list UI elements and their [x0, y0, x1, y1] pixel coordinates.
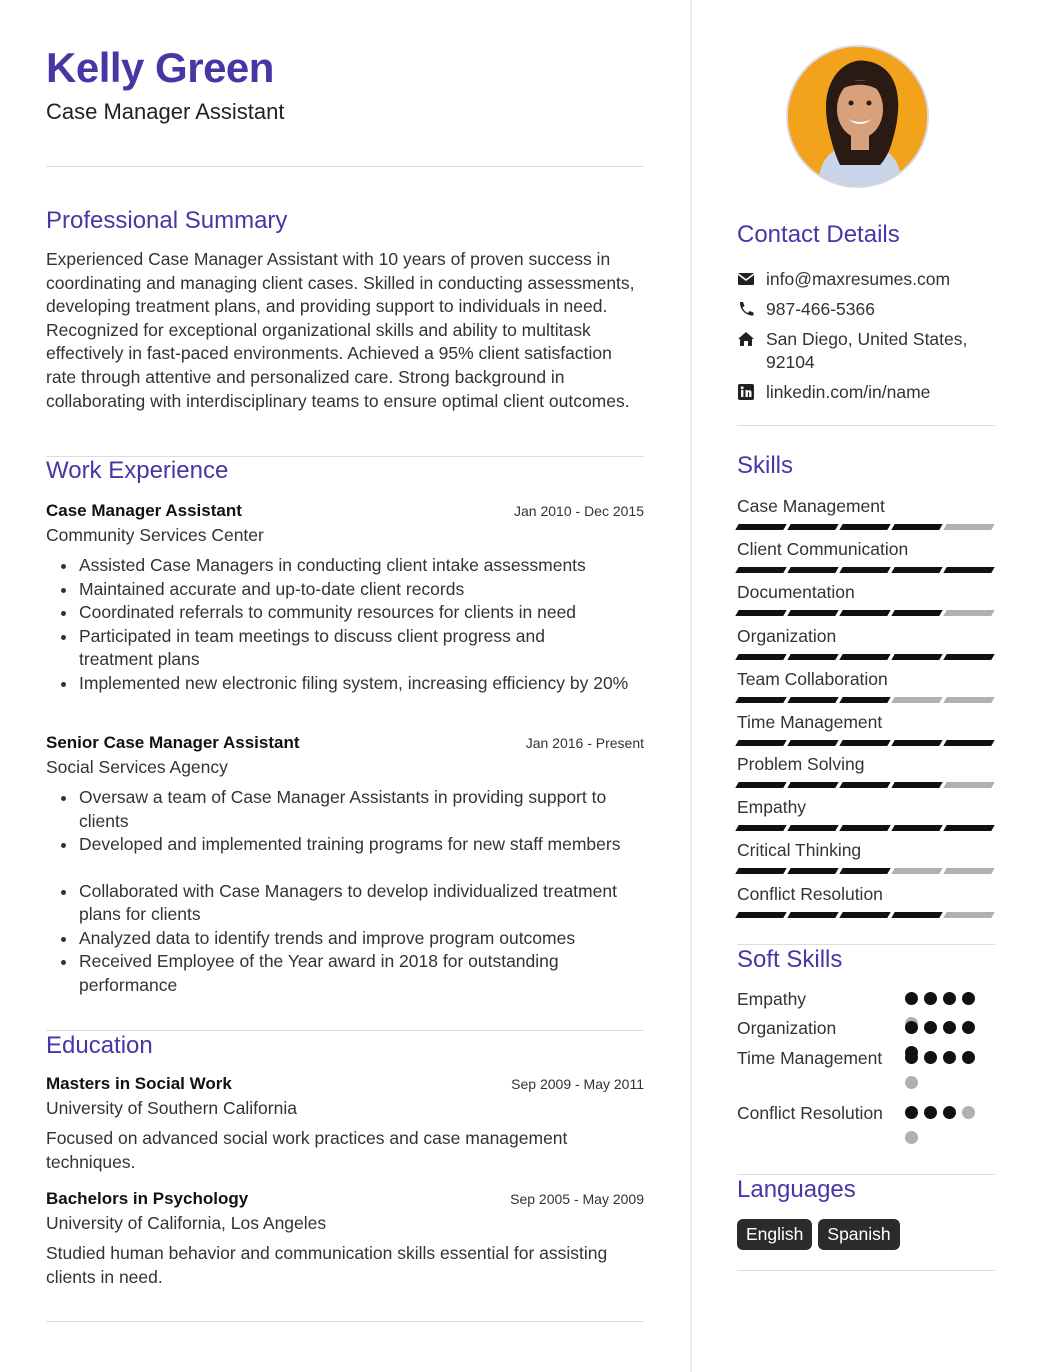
skill-level-segment	[735, 782, 786, 788]
rating-dot	[962, 1051, 975, 1064]
contact-address	[737, 328, 995, 374]
job-title: Senior Case Manager Assistant	[46, 733, 300, 752]
skill-level-segment	[891, 740, 942, 746]
skill-level-segment	[735, 610, 786, 616]
skill-level-segment	[787, 825, 838, 831]
job-bullet: Participated in team meetings to discuss client progress and treatment plans	[46, 625, 644, 672]
rating-dot	[943, 1051, 956, 1064]
job-org: Social Services Agency	[46, 757, 228, 777]
skill-name: Critical Thinking	[737, 840, 862, 860]
soft-skill-name: Time Management	[737, 1048, 883, 1068]
school-name: University of Southern California	[46, 1098, 297, 1118]
skill-level-segment	[839, 524, 890, 530]
skill-level-segment	[839, 868, 890, 874]
skill-level-segment	[891, 654, 942, 660]
skill-level-segment	[787, 567, 838, 573]
rating-dot	[962, 1106, 975, 1119]
skill-item	[737, 668, 995, 703]
skill-level-segment	[839, 912, 890, 918]
skill-level-segment	[787, 697, 838, 703]
skill-item	[737, 538, 995, 573]
skill-level-segment	[839, 567, 890, 573]
skill-name: Problem Solving	[737, 754, 865, 774]
skill-level-segment	[735, 697, 786, 703]
education-desc: Studied human behavior and communication skills essential for assisting clients in need.	[46, 1243, 608, 1287]
skill-level-segment	[943, 912, 994, 918]
rating-dot	[962, 992, 975, 1005]
job-entry	[46, 501, 644, 695]
phone-text: 987-466-5366	[766, 299, 875, 319]
email-text: info@maxresumes.com	[766, 269, 951, 289]
job-bullet: Analyzed data to identify trends and improve program outcomes	[46, 927, 644, 951]
languages-heading: Languages	[737, 1176, 856, 1203]
skill-item	[737, 625, 995, 660]
soft-skill-name: Conflict Resolution	[737, 1103, 883, 1123]
job-org: Community Services Center	[46, 525, 264, 545]
skill-level-bar	[737, 825, 995, 831]
skill-level-segment	[943, 868, 994, 874]
candidate-name: Kelly Green	[46, 44, 274, 91]
degree-title: Masters in Social Work	[46, 1074, 232, 1093]
candidate-title: Case Manager Assistant	[46, 99, 285, 124]
rating-dot	[905, 992, 918, 1005]
skill-level-segment	[735, 868, 786, 874]
column-divider	[690, 0, 692, 1372]
phone-icon	[737, 301, 755, 317]
linkedin-text: linkedin.com/in/name	[766, 382, 931, 402]
rating-dot	[905, 1106, 918, 1119]
skill-level-segment	[787, 782, 838, 788]
experience-divider	[46, 1030, 644, 1031]
profile-photo	[786, 45, 929, 188]
rating-dot	[924, 1051, 937, 1064]
skill-level-segment	[735, 524, 786, 530]
skill-level-segment	[839, 610, 890, 616]
skill-item	[737, 883, 995, 918]
skill-level-segment	[787, 610, 838, 616]
skill-level-segment	[787, 740, 838, 746]
job-bullet: Oversaw a team of Case Manager Assistants in providing support to clients	[46, 786, 644, 833]
skill-level-bar	[737, 654, 995, 660]
summary-text: Experienced Case Manager Assistant with 10 years of proven success in coordinating and managing client cases. Skilled in conducting assessments, developing treatment plans, and providing support to individuals in need. Recognized for exceptional organizational skills and ability to multitask effectively in fast-paced environments. Achieved a 95% client satisfaction rate through attentive and personalized care. Strong background in collaborating with interdisciplinary teams to ensure optimal client outcomes.	[46, 249, 635, 411]
skill-level-segment	[943, 524, 994, 530]
job-entry	[46, 733, 644, 997]
home-icon	[737, 331, 755, 347]
skill-level-segment	[943, 697, 994, 703]
skill-level-segment	[891, 825, 942, 831]
soft-skill-name: Organization	[737, 1018, 837, 1038]
job-title: Case Manager Assistant	[46, 501, 242, 520]
rating-dot	[943, 1021, 956, 1034]
job-bullet: Implemented new electronic filing system, increasing efficiency by 20%	[46, 672, 644, 696]
soft-skill-name: Empathy	[737, 989, 807, 1009]
skills-divider	[737, 944, 995, 945]
job-bullet: Coordinated referrals to community resources for clients in need	[46, 601, 644, 625]
skill-name: Documentation	[737, 582, 855, 602]
contact-heading: Contact Details	[737, 221, 900, 248]
skill-level-segment	[787, 654, 838, 660]
education-date: Sep 2009 - May 2011	[511, 1076, 644, 1092]
skill-level-segment	[891, 524, 942, 530]
skill-level-segment	[943, 567, 994, 573]
education-heading: Education	[46, 1032, 153, 1059]
skill-level-segment	[839, 825, 890, 831]
education-entry	[46, 1074, 644, 1174]
skill-level-bar	[737, 697, 995, 703]
language-tag: English	[737, 1219, 812, 1250]
education-desc: Focused on advanced social work practices and case management techniques.	[46, 1128, 568, 1172]
school-name: University of California, Los Angeles	[46, 1213, 327, 1233]
contact-email[interactable]	[737, 268, 995, 291]
experience-heading: Work Experience	[46, 457, 229, 484]
address-text: San Diego, United States, 92104	[766, 329, 968, 372]
contact-divider	[737, 425, 995, 426]
soft-skills-divider	[737, 1174, 995, 1175]
contact-linkedin[interactable]	[737, 381, 995, 404]
skill-level-bar	[737, 868, 995, 874]
languages-divider	[737, 1270, 995, 1271]
job-bullets	[46, 786, 644, 997]
job-date: Jan 2010 - Dec 2015	[514, 503, 644, 519]
skill-level-segment	[839, 697, 890, 703]
soft-skill-item	[737, 988, 995, 1012]
rating-dot	[924, 992, 937, 1005]
skill-level-segment	[943, 610, 994, 616]
rating-dot	[943, 1106, 956, 1119]
linkedin-icon	[737, 384, 755, 400]
skill-level-segment	[943, 825, 994, 831]
skill-level-bar	[737, 524, 995, 530]
skill-name: Empathy	[737, 797, 807, 817]
education-divider	[46, 1321, 644, 1322]
job-bullet: Assisted Case Managers in conducting client intake assessments	[46, 554, 644, 578]
soft-skill-item	[737, 1047, 995, 1071]
skill-level-segment	[735, 654, 786, 660]
skill-level-segment	[787, 912, 838, 918]
skill-name: Team Collaboration	[737, 669, 888, 689]
job-bullet: Received Employee of the Year award in 2018 for outstanding performance	[46, 950, 644, 997]
skill-item	[737, 753, 995, 788]
skill-item	[737, 711, 995, 746]
job-bullet: Developed and implemented training programs for new staff members	[46, 833, 644, 857]
rating-dot	[943, 992, 956, 1005]
job-bullets	[46, 554, 644, 695]
rating-dot	[905, 1021, 918, 1034]
rating-dot	[962, 1021, 975, 1034]
skill-level-segment	[943, 782, 994, 788]
skill-item	[737, 581, 995, 616]
soft-skill-item	[737, 1102, 995, 1126]
skill-level-segment	[891, 567, 942, 573]
summary-heading: Professional Summary	[46, 207, 288, 234]
skill-level-segment	[943, 654, 994, 660]
rating-dot	[905, 1131, 918, 1144]
rating-dot	[924, 1021, 937, 1034]
skill-level-segment	[839, 782, 890, 788]
skill-level-segment	[787, 524, 838, 530]
job-bullet: Maintained accurate and up-to-date client records	[46, 578, 644, 602]
email-icon	[737, 271, 755, 287]
soft-skill-item	[737, 1017, 995, 1041]
language-tag: Spanish	[818, 1219, 899, 1250]
header-divider	[46, 166, 644, 167]
skill-level-segment	[891, 610, 942, 616]
skill-level-bar	[737, 610, 995, 616]
skill-name: Conflict Resolution	[737, 884, 883, 904]
education-entry	[46, 1189, 644, 1289]
skill-level-segment	[735, 825, 786, 831]
skill-level-bar	[737, 740, 995, 746]
degree-title: Bachelors in Psychology	[46, 1189, 249, 1208]
skill-level-segment	[735, 912, 786, 918]
education-date: Sep 2005 - May 2009	[510, 1191, 644, 1207]
skill-item	[737, 796, 995, 831]
rating-dot	[924, 1106, 937, 1119]
rating-dot	[905, 1076, 918, 1089]
rating-dot	[905, 1051, 918, 1064]
skill-name: Organization	[737, 626, 837, 646]
skill-name: Time Management	[737, 712, 883, 732]
skill-level-segment	[891, 912, 942, 918]
skill-level-segment	[839, 654, 890, 660]
skill-level-segment	[891, 697, 942, 703]
job-bullet: Collaborated with Case Managers to develop individualized treatment plans for clients	[46, 880, 644, 927]
contact-phone[interactable]	[737, 298, 995, 321]
job-date: Jan 2016 - Present	[525, 735, 644, 751]
skill-level-segment	[891, 782, 942, 788]
skill-name: Case Management	[737, 496, 885, 516]
skill-level-segment	[735, 740, 786, 746]
skill-level-segment	[787, 868, 838, 874]
skill-name: Client Communication	[737, 539, 909, 559]
skill-level-segment	[891, 868, 942, 874]
skill-level-segment	[943, 740, 994, 746]
skills-heading: Skills	[737, 452, 794, 479]
skill-level-bar	[737, 782, 995, 788]
skill-level-bar	[737, 567, 995, 573]
soft-skills-heading: Soft Skills	[737, 946, 843, 973]
skill-item	[737, 495, 995, 530]
skill-item	[737, 839, 995, 874]
skill-level-segment	[735, 567, 786, 573]
skill-level-segment	[839, 740, 890, 746]
languages-list	[737, 1219, 900, 1250]
skill-level-bar	[737, 912, 995, 918]
